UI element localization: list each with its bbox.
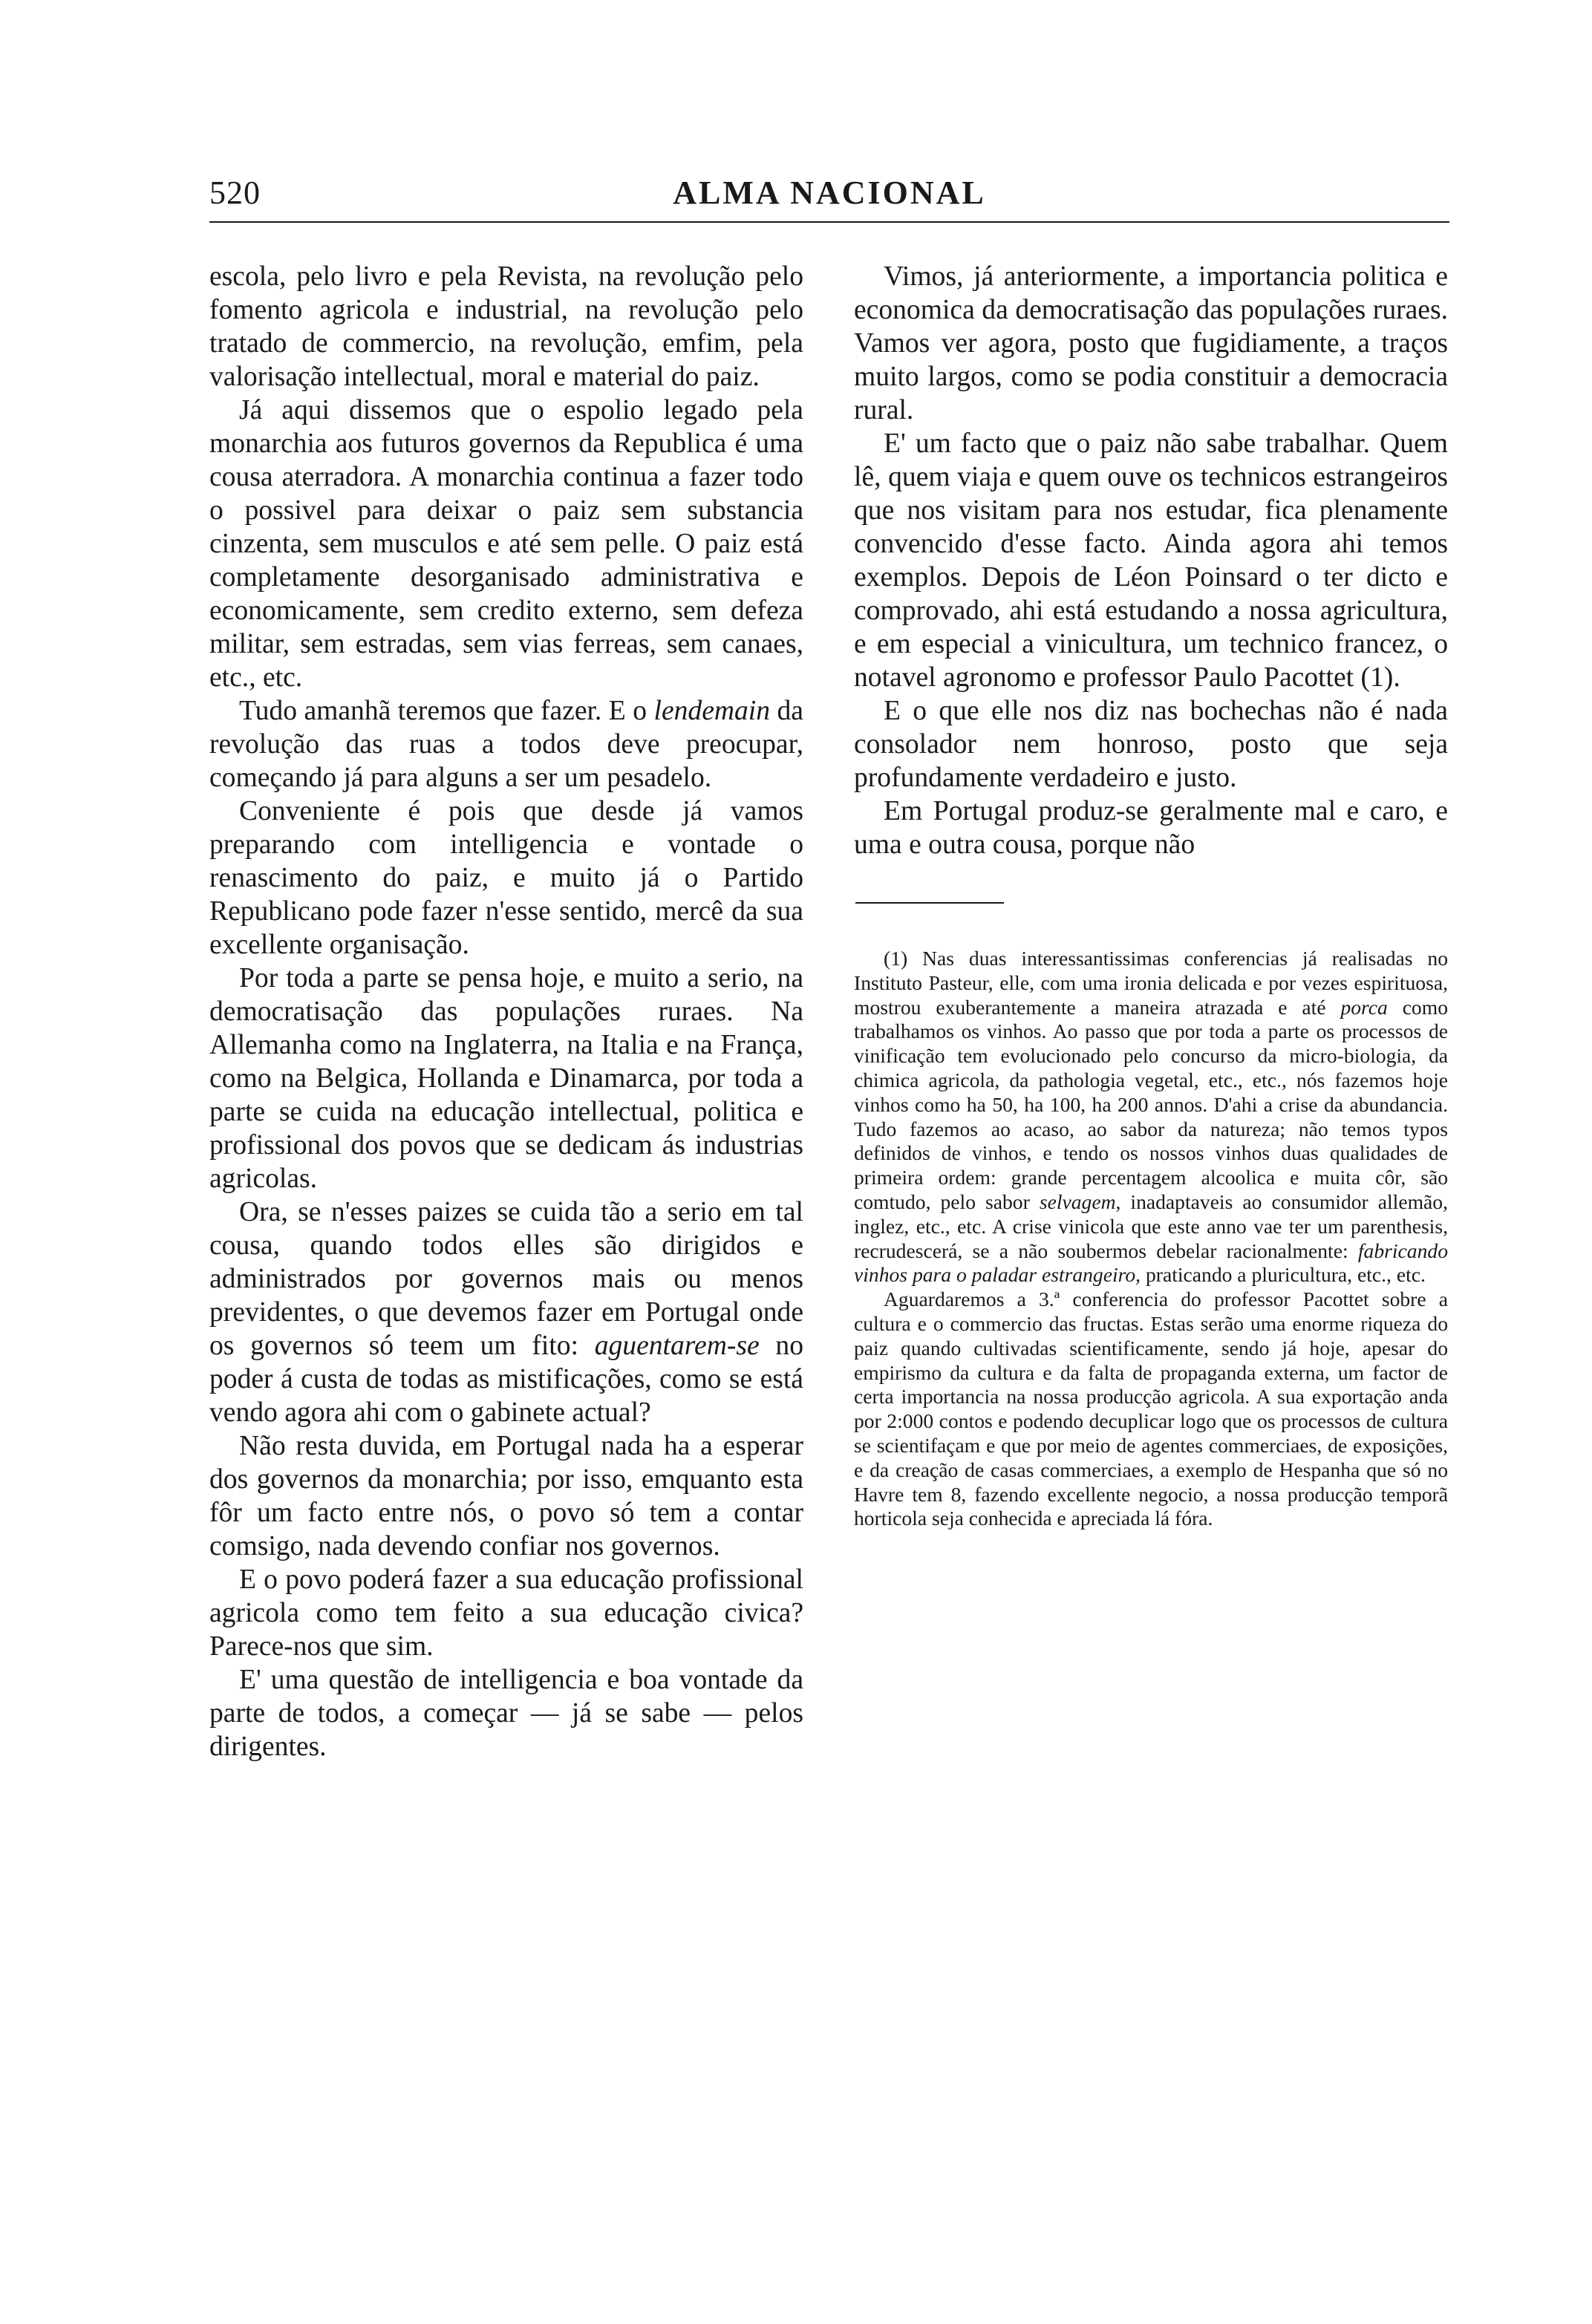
text-run: praticando a pluricultura, etc., etc.: [1141, 1263, 1426, 1287]
paragraph: Por toda a parte se pensa hoje, e muito a serio, na democratisação das populações ruraes. Na Allemanha como na Inglaterra, na Italia e na França, como na Belgica, Hollanda e Dinamarca, por toda a parte se cuida na educação intellectual, politica e profissional dos povos que se dedicam ás industrias agricolas.: [209, 963, 803, 1194]
italic-term: selvagem: [1039, 1189, 1116, 1213]
page-header: [209, 172, 1449, 224]
paragraph: E' um facto que o paiz não sabe trabalhar. Quem lê, quem viaja e quem ouve os technicos estrangeiros que nos visitam para nos estudar, fica plenamente convencido d'esse facto. Ainda agora ahi temos exemplos. Depois de Léon Poinsard o ter dicto e comprovado, ahi está estudando a nossa agricultura, e em especial a vinicultura, um technico francez, o notavel agronomo e professor Paulo Pacottet (1).: [854, 428, 1448, 693]
right-column: [854, 260, 1448, 1531]
paragraph: E o que elle nos diz nas bochechas não é nada consolador nem honroso, posto que seja profundamente verdadeiro e justo.: [854, 696, 1448, 793]
text-run: da revolução das ruas a todos deve preocupar, começando já para alguns a ser um pesadelo.: [209, 696, 803, 793]
text-run: , inadaptaveis ao consumidor allemão, inglez, etc., etc. A crise vinicola que este anno vae ter um parenthesis, recrudescerá, se a não soubermos debelar racionalmente:: [854, 1189, 1448, 1262]
paragraph: E' uma questão de intelligencia e boa vontade da parte de todos, a começar — já se sabe — pelos dirigentes.: [209, 1665, 803, 1762]
paragraph: Conveniente é pois que desde já vamos preparando com intelligencia e vontade o renascimento do paiz, e muito já o Partido Republicano pode fazer n'esse sentido, mercê da sua excellente organisação.: [209, 796, 803, 960]
footnote-continuation: Aguardaremos a 3.ª conferencia do professor Pacottet sobre a cultura e o commercio das fructas. Estas serão uma enorme riqueza do paiz quando cultivadas scientificamente, sendo já hoje, apesar do empirismo da cultura e da falta de propaganda externa, um factor de certa importancia na nossa producção agricola. A sua exportação anda por 2:000 contos e podendo decuplicar logo que os processos de cultura se scientifaçam e que por meio de agentes commerciaes, de exposições, e da creação de casas commerciaes, a exemplo de Hespanha que só no Havre tem 8, fazendo excellente negocio, a nossa producção temporã horticola seja conhecida e apreciada lá fóra.: [854, 1287, 1448, 1530]
running-title: ALMA NACIONAL: [673, 174, 986, 211]
italic-term: lendemain: [653, 696, 771, 726]
paragraph: Não resta duvida, em Portugal nada ha a esperar dos governos da monarchia; por isso, emquanto esta fôr um facto entre nós, o povo só tem a contar comsigo, nada devendo confiar nos governos.: [209, 1431, 803, 1561]
italic-term: porca: [1340, 995, 1388, 1019]
footnote-rule: [855, 902, 1004, 904]
paragraph: Vimos, já anteriormente, a importancia politica e economica da democratisação das populações ruraes. Vamos ver agora, posto que fugidiamente, a traços muito largos, como se podia constituir a democracia rural.: [854, 261, 1448, 425]
header-rule: [209, 221, 1449, 223]
italic-term: aguentarem-se: [594, 1331, 760, 1361]
paragraph: [209, 694, 803, 794]
paragraph: Já aqui dissemos que o espolio legado pela monarchia aos futuros governos da Republica é uma cousa aterradora. A monarchia continua a fazer todo o possivel para deixar o paiz sem substancia cinzenta, sem musculos e até sem pelle. O paiz está completamente desorganisado administrativa e economicamente, sem credito externo, sem defeza militar, sem estradas, sem vias ferreas, sem canaes, etc., etc.: [209, 395, 803, 693]
text-run: no poder á custa de todas as mistificações, como se está vendo agora ahi com o gabinete actual?: [209, 1331, 803, 1428]
page-number: 520: [209, 174, 261, 211]
footnotes: [854, 947, 1448, 1531]
text-run: Tudo amanhã teremos que fazer. E o: [239, 696, 654, 726]
paragraph: E o povo poderá fazer a sua educação profissional agricola como tem feito a sua educação civica? Parece-nos que sim.: [209, 1564, 803, 1662]
paragraph: Em Portugal produz-se geralmente mal e caro, e uma e outra cousa, porque não: [854, 796, 1448, 860]
left-column: [209, 260, 803, 1763]
paragraph: escola, pelo livro e pela Revista, na revolução pelo fomento agricola e industrial, na revolução pelo tratado de commercio, na revolução, emfim, pela valorisação intellectual, moral e material do paiz.: [209, 261, 803, 392]
text-run: como trabalhamos os vinhos. Ao passo que por toda a parte os processos de vinificação tem evolucionado pelo concurso da micro-biologia, da chimica agricola, da pathologia vegetal, etc., etc., nós fazemos hoje vinhos como ha 50, ha 100, ha 200 annos. D'ahi a crise da abundancia. Tudo fazemos ao acaso, ao sabor da natureza; não temos typos definidos de vinhos, e tendo os nossos vinhos duas qualidades de primeira ordem: grande percentagem alcoolica e muita côr, são comtudo, pelo sabor: [854, 995, 1448, 1213]
footnote-1: [854, 947, 1448, 1287]
italic-term: fabricando vinhos para o paladar estrangeiro,: [854, 1238, 1448, 1287]
text-run: Ora, se n'esses paizes se cuida tão a serio em tal cousa, quando todos elles são dirigidos e administrados por governos mais ou menos previdentes, o que devemos fazer em Portugal onde os governos só teem um fito:: [209, 1197, 803, 1361]
text-run: (1) Nas duas interessantissimas conferencias já realisadas no Instituto Pasteur, elle, com uma ironia delicada e por vezes espirituosa, mostrou exuberantemente a maneira atrazada e até: [854, 947, 1448, 1019]
paragraph: [209, 1195, 803, 1429]
